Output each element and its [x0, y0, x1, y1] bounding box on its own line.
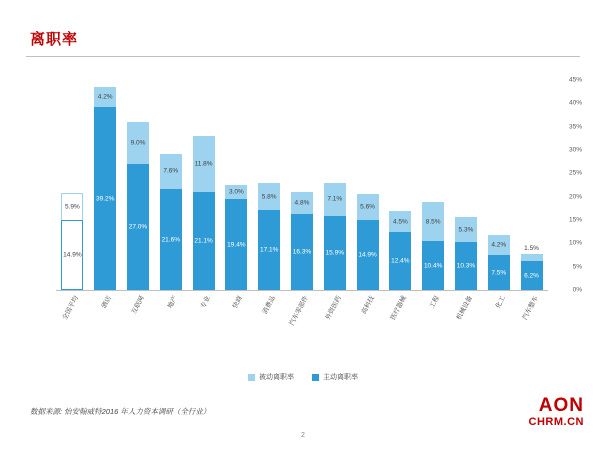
bar-segment-active [357, 220, 379, 290]
bar-label-active: 27.0% [128, 223, 148, 231]
bar-segment-passive [422, 202, 444, 242]
x-axis-tick-label [89, 292, 122, 344]
x-axis-tick-label [187, 292, 220, 344]
bar-slot [154, 80, 187, 290]
x-axis-tick-label [482, 292, 515, 344]
bar-label-active: 14.9% [63, 251, 82, 259]
x-axis-tick-label [450, 292, 483, 344]
x-axis-tick-text: 工程 [428, 294, 442, 310]
bar-segment-passive [94, 87, 116, 107]
x-axis-tick-label [515, 292, 548, 344]
x-axis-tick-label [384, 292, 417, 344]
bar-label-active: 6.2% [524, 272, 539, 280]
stacked-bar[interactable] [488, 235, 510, 290]
logo [529, 396, 584, 429]
source-note: 数据来源: 怡安翰威特2016 年人力资本调研（全行业） [30, 407, 211, 416]
stacked-bar[interactable] [225, 185, 247, 290]
y-axis-labels [550, 76, 582, 294]
bar-slot [515, 80, 548, 290]
stacked-bar[interactable] [455, 217, 477, 290]
bar-segment-active [422, 241, 444, 290]
y-axis-tick: 25% [568, 169, 582, 177]
bar-segment-passive [258, 183, 280, 210]
bar-label-passive: 4.5% [392, 218, 408, 226]
bar-segment-passive [291, 192, 313, 214]
bar-label-passive: 9.0% [130, 139, 146, 147]
x-axis-tick-label [318, 292, 351, 344]
y-axis-tick: 5% [572, 263, 582, 271]
page-number: 2 [301, 432, 305, 439]
bar-segment-passive [193, 136, 215, 191]
bar-segment-passive [357, 194, 379, 220]
logo-subtitle: CHRM.CN [528, 416, 584, 428]
bar-label-active: 10.4% [423, 262, 443, 270]
bar-label-active: 17.1% [259, 246, 279, 254]
stacked-bar[interactable] [291, 192, 313, 290]
y-axis-tick: 35% [568, 123, 582, 131]
x-axis-tick-label [122, 292, 155, 344]
bar-label-passive: 11.8% [194, 160, 213, 168]
page-title: 离职率 [30, 31, 79, 48]
bar-segment-active [61, 220, 83, 290]
bar-label-active: 19.4% [227, 241, 246, 249]
title-divider [26, 56, 580, 57]
bar-label-active: 12.4% [391, 257, 410, 265]
x-axis-line [56, 290, 548, 291]
x-axis-tick-text: 汽车零部件 [288, 294, 310, 327]
bar-segment-passive [324, 183, 346, 216]
legend-item[interactable] [248, 372, 294, 382]
bar-label-active: 39.2% [95, 195, 115, 203]
bar-label-passive: 5.8% [261, 193, 277, 201]
bar-slot [122, 80, 155, 290]
bar-segment-active [193, 192, 215, 290]
bar-label-active: 16.3% [292, 248, 312, 256]
bar-label-passive: 4.8% [294, 199, 310, 207]
bar-slot [450, 80, 483, 290]
bar-segment-active [324, 216, 346, 290]
bar-label-passive: 4.2% [97, 93, 113, 101]
bar-label-active: 21.6% [161, 236, 180, 244]
x-axis-tick-text: 化工 [494, 294, 507, 310]
y-axis-tick: 45% [568, 76, 582, 84]
bar-segment-active [291, 214, 313, 290]
logo-brand: AON [538, 395, 584, 416]
x-axis-tick-label [286, 292, 319, 344]
x-axis-tick-label [154, 292, 187, 344]
bar-segment-passive [521, 245, 543, 261]
x-axis-tick-text: 酒店 [100, 294, 114, 310]
stacked-bar[interactable] [357, 194, 379, 290]
bar-slot [253, 80, 286, 290]
stacked-bar[interactable] [94, 87, 116, 290]
bar-label-passive: 3.0% [228, 188, 244, 196]
bar-slot [318, 80, 351, 290]
legend-item[interactable] [312, 372, 358, 382]
x-axis-tick-text: 外资医药 [324, 294, 343, 322]
bar-slot [417, 80, 450, 290]
stacked-bar[interactable] [127, 122, 149, 290]
bar-slot [56, 80, 89, 290]
bar-label-active: 21.1% [194, 237, 213, 245]
x-axis-tick-text: 医疗器械 [389, 294, 409, 322]
bar-slot [220, 80, 253, 290]
bar-label-active: 14.9% [358, 251, 377, 259]
bar-segment-passive [488, 235, 510, 255]
bar-slot [89, 80, 122, 290]
x-axis-tick-text: 消费品 [261, 294, 278, 316]
y-axis-tick: 20% [568, 193, 582, 201]
stacked-bar[interactable] [258, 183, 280, 290]
x-axis-tick-text: 全国平均 [61, 294, 81, 322]
legend-label: 被动离职率 [259, 374, 294, 381]
bar-label-passive: 8.5% [425, 218, 441, 226]
bar-slot [351, 80, 384, 290]
bar-label-active: 15.9% [325, 249, 344, 257]
stacked-bar[interactable] [324, 183, 346, 290]
x-axis-tick-label [351, 292, 384, 344]
y-axis-tick: 40% [568, 99, 582, 107]
x-axis-tick-label [220, 292, 253, 344]
bar-segment-passive [455, 217, 477, 242]
legend-swatch [312, 374, 319, 381]
bar-segment-passive [389, 211, 411, 232]
bar-segment-active [521, 261, 543, 290]
bar-segment-passive [127, 122, 149, 164]
bar-slot [286, 80, 319, 290]
bar-segment-active [160, 189, 182, 290]
bar-label-passive: 1.5% [524, 245, 539, 253]
stacked-bar[interactable] [160, 154, 182, 290]
bar-slot [187, 80, 220, 290]
bar-segment-active [225, 199, 247, 290]
y-axis-tick: 10% [568, 239, 582, 247]
x-axis-tick-text: 机械设备 [455, 294, 474, 322]
bar-segment-active [389, 232, 411, 290]
stacked-bar[interactable] [422, 202, 444, 290]
bar-segment-active [127, 164, 149, 290]
chart-legend [0, 372, 606, 382]
stacked-bar[interactable] [521, 245, 543, 290]
bar-label-passive: 5.9% [64, 203, 80, 211]
x-axis-tick-text: 汽车整车 [521, 294, 540, 322]
bar-segment-passive [225, 185, 247, 199]
bar-slot [384, 80, 417, 290]
bar-label-active: 7.5% [491, 269, 507, 276]
bar-segment-active [94, 107, 116, 290]
bar-segment-active [455, 242, 477, 290]
bar-segment-active [258, 210, 280, 290]
stacked-bar[interactable] [61, 193, 83, 290]
bar-slot [482, 80, 515, 290]
x-axis-tick-text: 地产 [166, 294, 179, 310]
x-axis-tick-text: 专业 [199, 294, 212, 310]
bar-label-passive: 5.3% [458, 226, 474, 234]
legend-label: 主动离职率 [323, 374, 358, 381]
x-axis-tick-text: 高科技 [360, 294, 376, 316]
bar-label-active: 10.3% [456, 262, 476, 270]
bar-label-passive: 4.2% [491, 241, 507, 249]
stacked-bar[interactable] [193, 136, 215, 290]
x-axis-tick-text: 互联网 [130, 294, 146, 316]
bar-segment-passive [160, 154, 182, 189]
x-axis-tick-text: 快商 [232, 294, 245, 310]
bar-label-passive: 7.6% [163, 167, 179, 175]
y-axis-tick: 15% [568, 216, 582, 224]
x-axis-tick-label [253, 292, 286, 344]
bar-segment-active [488, 255, 510, 290]
x-axis-tick-label [56, 292, 89, 344]
x-axis-categories [56, 292, 548, 344]
bar-label-passive: 7.1% [327, 195, 343, 203]
legend-swatch [248, 374, 255, 381]
y-axis-tick: 0% [572, 286, 582, 294]
bar-group [56, 80, 548, 290]
chart-plot-area [56, 76, 582, 294]
bar-label-passive: 5.6% [360, 203, 375, 211]
stacked-bar[interactable] [389, 211, 411, 290]
y-axis-tick: 30% [568, 146, 582, 154]
x-axis-tick-label [417, 292, 450, 344]
bar-segment-passive [61, 193, 83, 221]
